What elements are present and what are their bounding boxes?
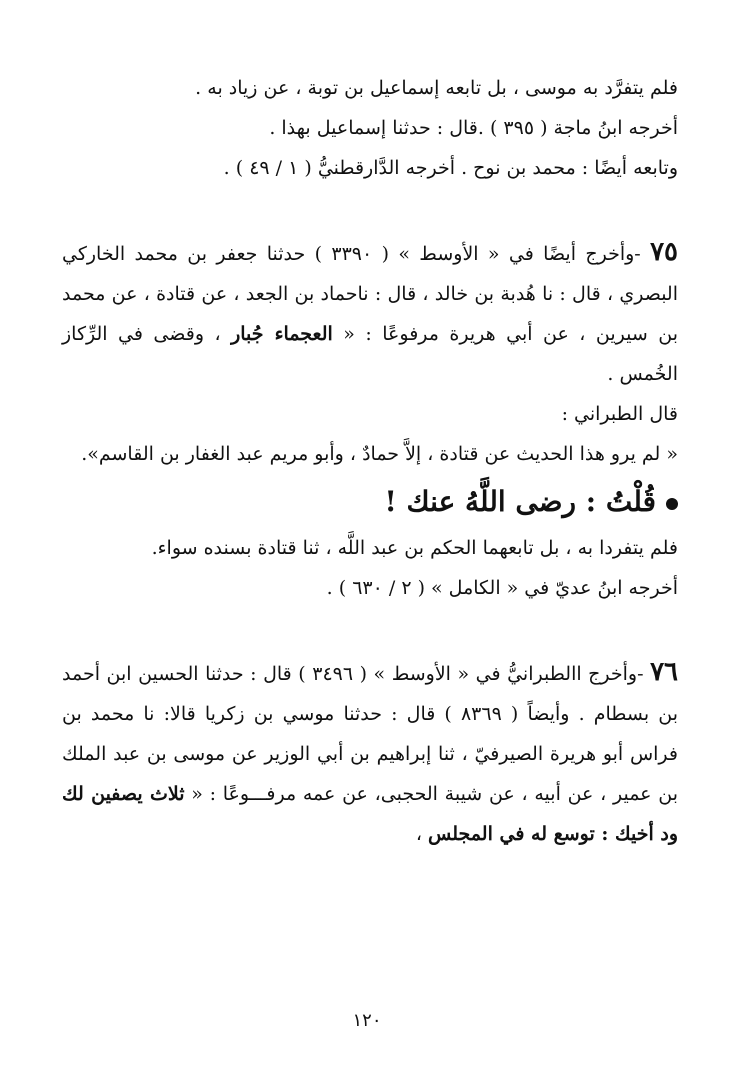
hadith-quote-bold: العجماء جُبار bbox=[231, 323, 333, 345]
qult-section bbox=[62, 476, 678, 608]
hadith-76-paragraph: ٧٦ -وأخرج االطبرانيُّ في « الأوسط » ( ٣٤٩٦ ) قال : حدثنا الحسين ابن أحمد بن بسطام . وأيضاً ( ٨٣٦٩ ) قال : حدثنا موسي بن زكريا قالا: نا محمد بن فراس أبو هريرة الصيرفيّ ، ثنا إبراهيم بن أبي الوزير عن موسى بن عبد الملك بن عمير ، عن أبيه ، عن شيبة الحجبى، عن عمه مرفـــوعًا : « ثلاث يصفين لك ود أخيك : توسع له في المجلس ، bbox=[62, 657, 678, 845]
hadith-75-paragraph bbox=[62, 232, 678, 394]
text-line: أخرجه ابنُ عديّ في « الكامل » ( ٢ / ٦٣٠ ) . bbox=[326, 577, 678, 599]
section-heading: قُلْتُ : رضى اللَّهُ عنك ! bbox=[62, 476, 678, 528]
hadith-text: ، وقضى في الرِّكاز الخُمس . bbox=[62, 323, 678, 385]
hadith-text: -وأخرج االطبرانيُّ في « الأوسط » ( ٣٤٩٦ ) قال : حدثنا الحسين ابن أحمد بن بسطام . وأيضاً ( ٨٣٦٩ ) قال : حدثنا موسي بن زكريا قالا: نا محمد بن فراس أبو هريرة الصيرفيّ ، ثنا إبراهيم بن أبي الوزير عن موسى بن عبد الملك بن عمير ، عن أبيه ، عن شيبة الحجبى، عن عمه مرفـــوعًا : « bbox=[62, 663, 678, 805]
hadith-quote-bold: ثلاث يصفين لك ود أخيك : توسع له في المجلس bbox=[62, 783, 678, 845]
hadith-text: -وأخرج أيضًا في « الأوسط » ( ٣٣٩٠ ) حدثنا جعفر بن محمد الخاركي البصري ، قال : نا هُدبة بن خالد ، قال : ناحماد بن الجعد ، عن قتادة ، عن محمد بن سيرين ، عن أبي هريرة مرفوعًا : « bbox=[62, 243, 678, 345]
page-number: ١٢٠ bbox=[352, 1010, 382, 1031]
text-line: قال الطبراني : bbox=[561, 403, 678, 425]
hadith-75 bbox=[62, 232, 678, 474]
text-line: فلم يتفردا به ، بل تابعهما الحكم بن عبد اللَّه ، ثنا قتادة بسنده سواء. bbox=[151, 537, 678, 559]
text-line: أخرجه ابنُ ماجة ( ٣٩٥ ) .قال : حدثنا إسماعيل بهذا . bbox=[269, 117, 678, 139]
text-line: وتابعه أيضًا : محمد بن نوح . أخرجه الدَّارقطنيُّ ( ١ / ٤٩ ) . bbox=[223, 157, 678, 179]
hadith-number: ٧٥ bbox=[650, 237, 678, 267]
continuation-block bbox=[62, 68, 678, 188]
bullet-icon bbox=[666, 498, 678, 510]
text-line: فلم يتفرَّد به موسى ، بل تابعه إسماعيل بن توبة ، عن زياد به . bbox=[195, 77, 678, 99]
hadith-number: ٧٦ bbox=[650, 657, 678, 687]
hadith-76 bbox=[62, 652, 678, 854]
tabarani-quote: « لم يرو هذا الحديث عن قتادة ، إلاَّ حمادٌ ، وأبو مريم عبد الغفار بن القاسم». bbox=[81, 443, 678, 465]
